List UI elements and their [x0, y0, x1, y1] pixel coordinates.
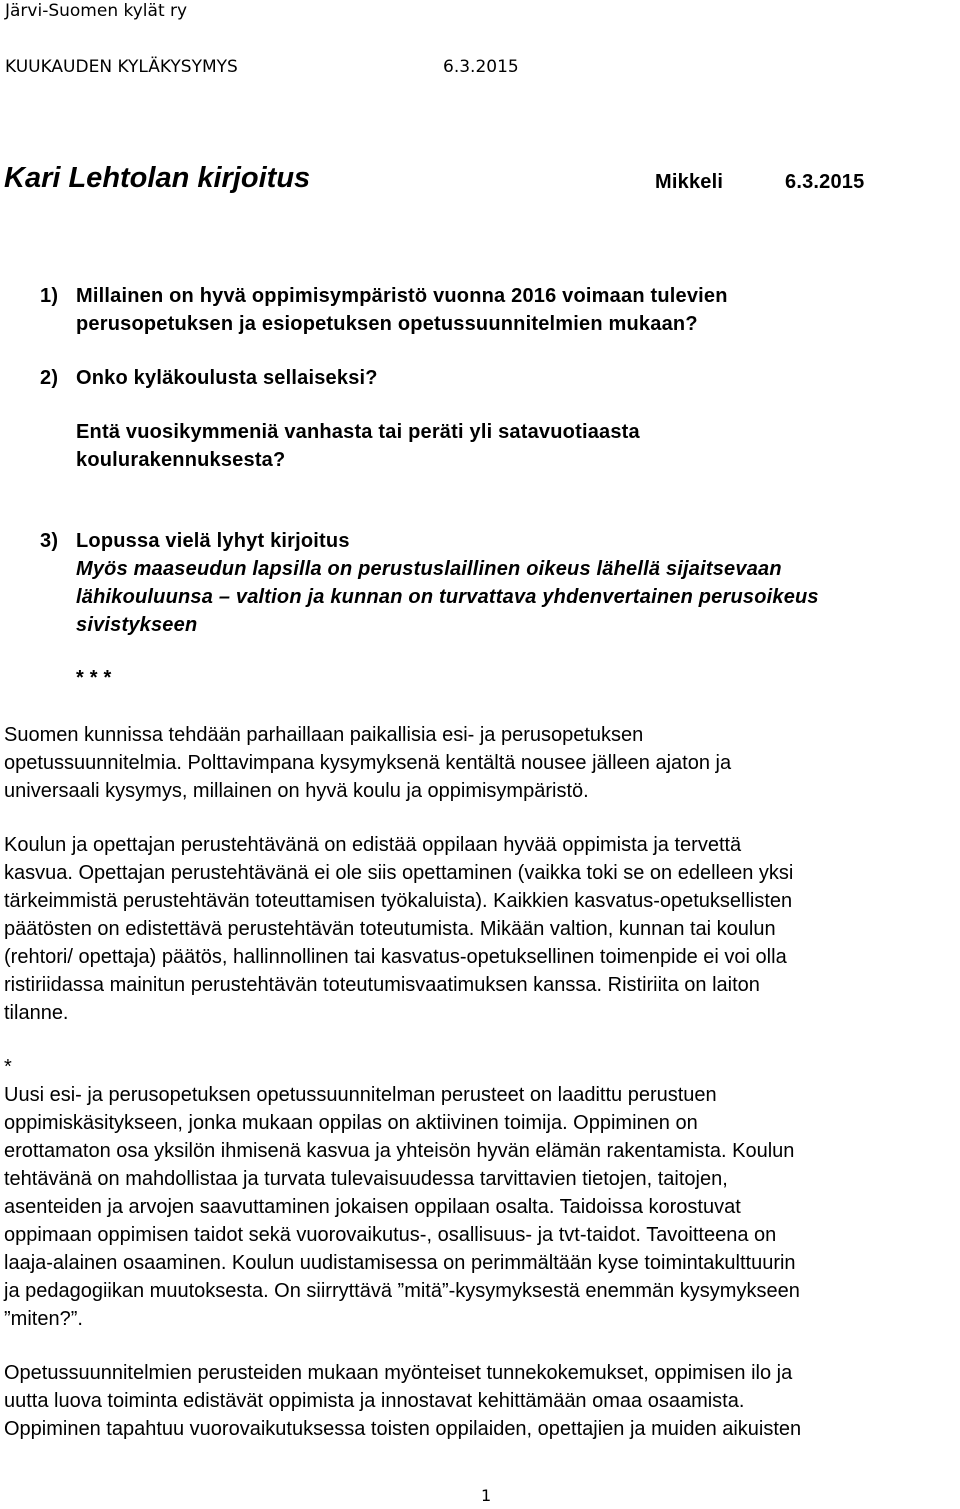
- series-title: KUUKAUDEN KYLÄKYSYMYS: [5, 57, 238, 77]
- paragraph-4-line-1: Opetussuunnitelmien perusteiden mukaan myönteiset tunnekokemukset, oppimisen ilo ja: [4, 1362, 793, 1384]
- paragraph-3-line-3: erottamaton osa yksilön ihmisenä kasvua ja yhteisön hyvän elämän rakentamista. Koulun: [4, 1140, 795, 1162]
- paragraph-3-line-9: ”miten?”.: [4, 1308, 83, 1330]
- paragraph-2-line-4: päätösten on edistettävä perustehtävän toteutumista. Mikään valtion, kunnan tai koulun: [4, 918, 776, 940]
- question-2-number: 2): [40, 367, 59, 389]
- question-2-line: Onko kyläkoulusta sellaiseksi?: [76, 367, 378, 389]
- paragraph-4-line-3: Oppiminen tapahtuu vuorovaikutuksessa toisten oppilaiden, opettajien ja muiden aikuisten: [4, 1418, 802, 1440]
- series-date: 6.3.2015: [443, 57, 519, 77]
- org-name: Järvi-Suomen kylät ry: [5, 1, 188, 21]
- paragraph-3-line-4: tehtävänä on mahdollistaa ja turvata tulevaisuudessa tarvittavien tietojen, taitojen,: [4, 1168, 728, 1190]
- page-number: 1: [481, 1486, 492, 1505]
- paragraph-3-line-7: laaja-alainen osaaminen. Koulun uudistamisessa on perimmältään kyse toimintakulttuurin: [4, 1252, 796, 1274]
- paragraph-2-line-5: (rehtori/ opettaja) päätös, hallinnollinen tai kasvatus-opetuksellinen toimenpide ei voi olla: [4, 946, 787, 968]
- question-1-line-2: perusopetuksen ja esiopetuksen opetussuunnitelmien mukaan?: [76, 313, 698, 335]
- star-separator: *: [4, 1056, 12, 1078]
- question-3-italic-line-3: sivistykseen: [76, 614, 198, 636]
- title-place: Mikkeli: [655, 171, 724, 193]
- paragraph-2-line-7: tilanne.: [4, 1002, 69, 1024]
- paragraph-1-line-3: universaali kysymys, millainen on hyvä koulu ja oppimisympäristö.: [4, 780, 589, 802]
- paragraph-1-line-2: opetussuunnitelmia. Polttavimpana kysymyksenä kentältä nousee jälleen ajaton ja: [4, 752, 732, 774]
- paragraph-2-line-6: ristiriidassa mainitun perustehtävän toteutumisvaatimuksen kanssa. Ristiriita on laiton: [4, 974, 760, 996]
- paragraph-4-line-2: uutta luova toiminta edistävät oppimista ja innostavat kehittämään omaa osaamista.: [4, 1390, 745, 1412]
- question-3-italic-line-1: Myös maaseudun lapsilla on perustuslaillinen oikeus lähellä sijaitsevaan: [76, 558, 782, 580]
- page-title: Kari Lehtolan kirjoitus: [4, 162, 311, 194]
- paragraph-3-line-6: oppimaan oppimisen taidot sekä vuorovaikutus-, osallisuus- ja tvt-taidot. Tavoitteena on: [4, 1224, 777, 1246]
- question-3-number: 3): [40, 530, 59, 552]
- paragraph-2-line-2: kasvua. Opettajan perustehtävänä ei ole siis opettaminen (vaikka toki se on edelleen yksi: [4, 862, 794, 884]
- paragraph-1-line-1: Suomen kunnissa tehdään parhaillaan paikallisia esi- ja perusopetuksen: [4, 724, 644, 746]
- question-3-italic-line-2: lähikouluunsa – valtion ja kunnan on turvattava yhdenvertainen perusoikeus: [76, 586, 819, 608]
- paragraph-3-line-1: Uusi esi- ja perusopetuksen opetussuunnitelman perusteet on laadittu perustuen: [4, 1084, 717, 1106]
- paragraph-3-line-5: asenteiden ja arvojen saavuttaminen jokaisen oppilaan osalta. Taidoissa korostuvat: [4, 1196, 741, 1218]
- paragraph-2-line-3: tärkeimmistä perustehtävän toteuttamisen työkaluista). Kaikkien kasvatus-opetuksellisten: [4, 890, 793, 912]
- title-date: 6.3.2015: [785, 171, 865, 193]
- question-1-line-1: Millainen on hyvä oppimisympäristö vuonna 2016 voimaan tulevien: [76, 285, 728, 307]
- paragraph-2-line-1: Koulun ja opettajan perustehtävänä on edistää oppilaan hyvää oppimista ja tervettä: [4, 834, 742, 856]
- paragraph-3-line-8: ja pedagogiikan muutoksesta. On siirryttävä ”mitä”-kysymyksestä enemmän kysymykseen: [4, 1280, 800, 1302]
- paragraph-3-line-2: oppimiskäsitykseen, jonka mukaan oppilas on aktiivinen toimija. Oppiminen on: [4, 1112, 698, 1134]
- divider-stars: * * *: [76, 667, 112, 689]
- question-2-sub-line-2: koulurakennuksesta?: [76, 449, 286, 471]
- question-3-line: Lopussa vielä lyhyt kirjoitus: [76, 530, 350, 552]
- question-1-number: 1): [40, 285, 59, 307]
- question-2-sub-line-1: Entä vuosikymmeniä vanhasta tai peräti yli satavuotiaasta: [76, 421, 640, 443]
